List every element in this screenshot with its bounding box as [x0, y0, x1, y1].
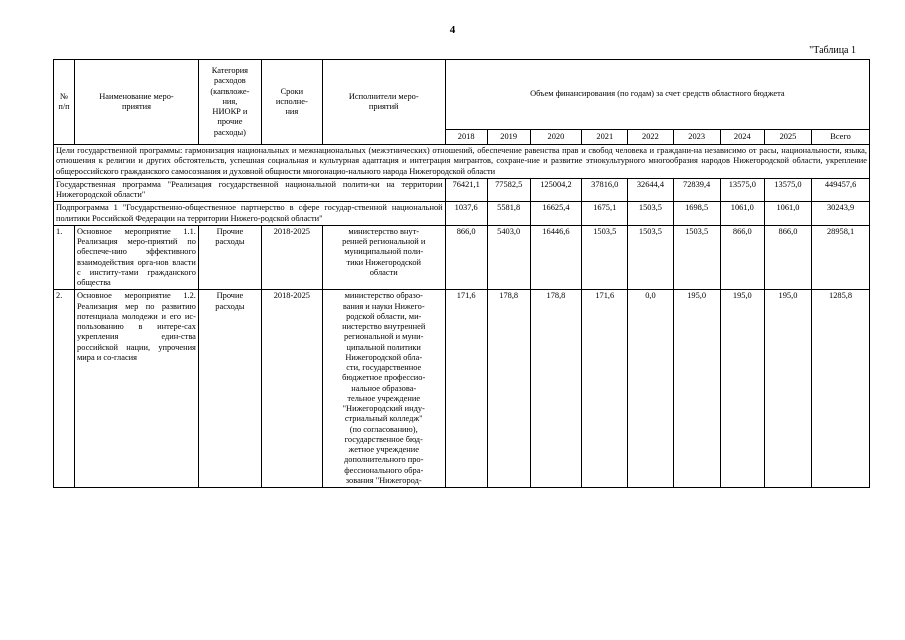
header-num: № п/п — [54, 60, 75, 145]
row-value: 178,8 — [487, 290, 530, 488]
funding-table — [53, 59, 870, 488]
row-executors: министерство образо- вания и науки Нижего- родской области, ми- нистерство внутренней региональной и муни- ципальной политики Нижегородской обла- сти, государственное бюджетное профессио- нальное образова- тельное учреждение "Нижегородский инду- стриальный колледж" (по согласованию), государственное бюд- жетное учреждение дополнительного про- фессионального обра- зования "Нижегород- — [322, 290, 445, 488]
program-value: 13575,0 — [720, 178, 764, 202]
header-year: 2020 — [530, 130, 581, 145]
subprogram-value: 5581,8 — [487, 202, 530, 226]
header-year: 2019 — [487, 130, 530, 145]
row-value: 171,6 — [445, 290, 487, 488]
row-value: 195,0 — [673, 290, 720, 488]
goal-text: Цели государственной программы: гармонизация национальных и межнациональных (межэтнических) отношений, обеспечение равенства прав и свобод человека и граждани-на независимо от расы, национальности, языка, отношения к религии и других обстоятельств, успешная социальная и культурная адаптация и интеграция мигрантов, сохране-ние и развитие этнокультурного многообразия народов Нижегородской области, укрепление общероссийского гражданского самосознания и духовной общности многонацио-нального народа Нижегородской области — [54, 145, 870, 179]
row-total: 1285,8 — [812, 290, 870, 488]
header-executors: Исполнители меро- приятий — [322, 60, 445, 145]
header-funding: Объем финансирования (по годам) за счет средств областного бюджета — [445, 60, 869, 130]
program-row — [54, 178, 870, 202]
program-title: Государственная программа "Реализация государственной национальной полити-ки на территории Нижегородской области" — [54, 178, 446, 202]
row-value: 5403,0 — [487, 225, 530, 290]
row-value: 866,0 — [445, 225, 487, 290]
header-category: Категория расходов (капвложе- ния, НИОКР и прочие расходы) — [198, 60, 261, 145]
row-category: Прочие расходы — [198, 290, 261, 488]
program-value: 76421,1 — [445, 178, 487, 202]
subprogram-total: 30243,9 — [812, 202, 870, 226]
page-number: 4 — [449, 24, 456, 36]
header-year: 2018 — [445, 130, 487, 145]
header-year: 2022 — [628, 130, 673, 145]
row-name: Основное мероприятие 1.1. Реализация меро-приятий по обеспече-нию эффективного взаимодействия орга-нов власти с институ-тами гражданского общества — [75, 225, 199, 290]
row-value: 866,0 — [764, 225, 811, 290]
row-num: 2. — [54, 290, 75, 488]
subprogram-value: 1061,0 — [720, 202, 764, 226]
subprogram-value: 1675,1 — [582, 202, 628, 226]
header-year: 2023 — [673, 130, 720, 145]
row-num: 1. — [54, 225, 75, 290]
subprogram-value: 1503,5 — [628, 202, 673, 226]
header-year: 2025 — [764, 130, 811, 145]
header-deadline: Сроки исполне- ния — [261, 60, 322, 145]
table-row — [54, 290, 870, 488]
row-executors: министерство внут- ренней региональной и муниципальной поли- тики Нижегородской области — [322, 225, 445, 290]
row-total: 28958,1 — [812, 225, 870, 290]
subprogram-value: 1037,6 — [445, 202, 487, 226]
row-value: 1503,5 — [673, 225, 720, 290]
row-value: 178,8 — [530, 290, 581, 488]
row-value: 171,6 — [582, 290, 628, 488]
subprogram-title: Подпрограмма 1 "Государственно-общественное партнерство в сфере государ-ственной национальной политики Российской Федерации на территории Нижего-родской области" — [54, 202, 446, 226]
table-row — [54, 225, 870, 290]
header-year: 2024 — [720, 130, 764, 145]
row-category: Прочие расходы — [198, 225, 261, 290]
subprogram-value: 1698,5 — [673, 202, 720, 226]
program-value: 37816,0 — [582, 178, 628, 202]
header-total: Всего — [812, 130, 870, 145]
row-name: Основное мероприятие 1.2. Реализация мер по развитию потенциала молодежи и его ис-пользованию в интере-сах укрепления един-ства российской нации, упрочения мира и со-гласия — [75, 290, 199, 488]
row-value: 16446,6 — [530, 225, 581, 290]
program-value: 13575,0 — [764, 178, 811, 202]
row-value: 0,0 — [628, 290, 673, 488]
row-value: 1503,5 — [628, 225, 673, 290]
subprogram-row — [54, 202, 870, 226]
table-caption: "Таблица 1 — [809, 45, 856, 56]
row-deadline: 2018-2025 — [261, 290, 322, 488]
program-total: 449457,6 — [812, 178, 870, 202]
row-value: 195,0 — [720, 290, 764, 488]
goal-row — [54, 145, 870, 179]
row-value: 866,0 — [720, 225, 764, 290]
program-value: 32644,4 — [628, 178, 673, 202]
subprogram-value: 1061,0 — [764, 202, 811, 226]
header-name: Наименование меро- приятия — [75, 60, 199, 145]
header-year: 2021 — [582, 130, 628, 145]
program-value: 77582,5 — [487, 178, 530, 202]
row-deadline: 2018-2025 — [261, 225, 322, 290]
subprogram-value: 16625,4 — [530, 202, 581, 226]
program-value: 72839,4 — [673, 178, 720, 202]
program-value: 125004,2 — [530, 178, 581, 202]
row-value: 1503,5 — [582, 225, 628, 290]
row-value: 195,0 — [764, 290, 811, 488]
